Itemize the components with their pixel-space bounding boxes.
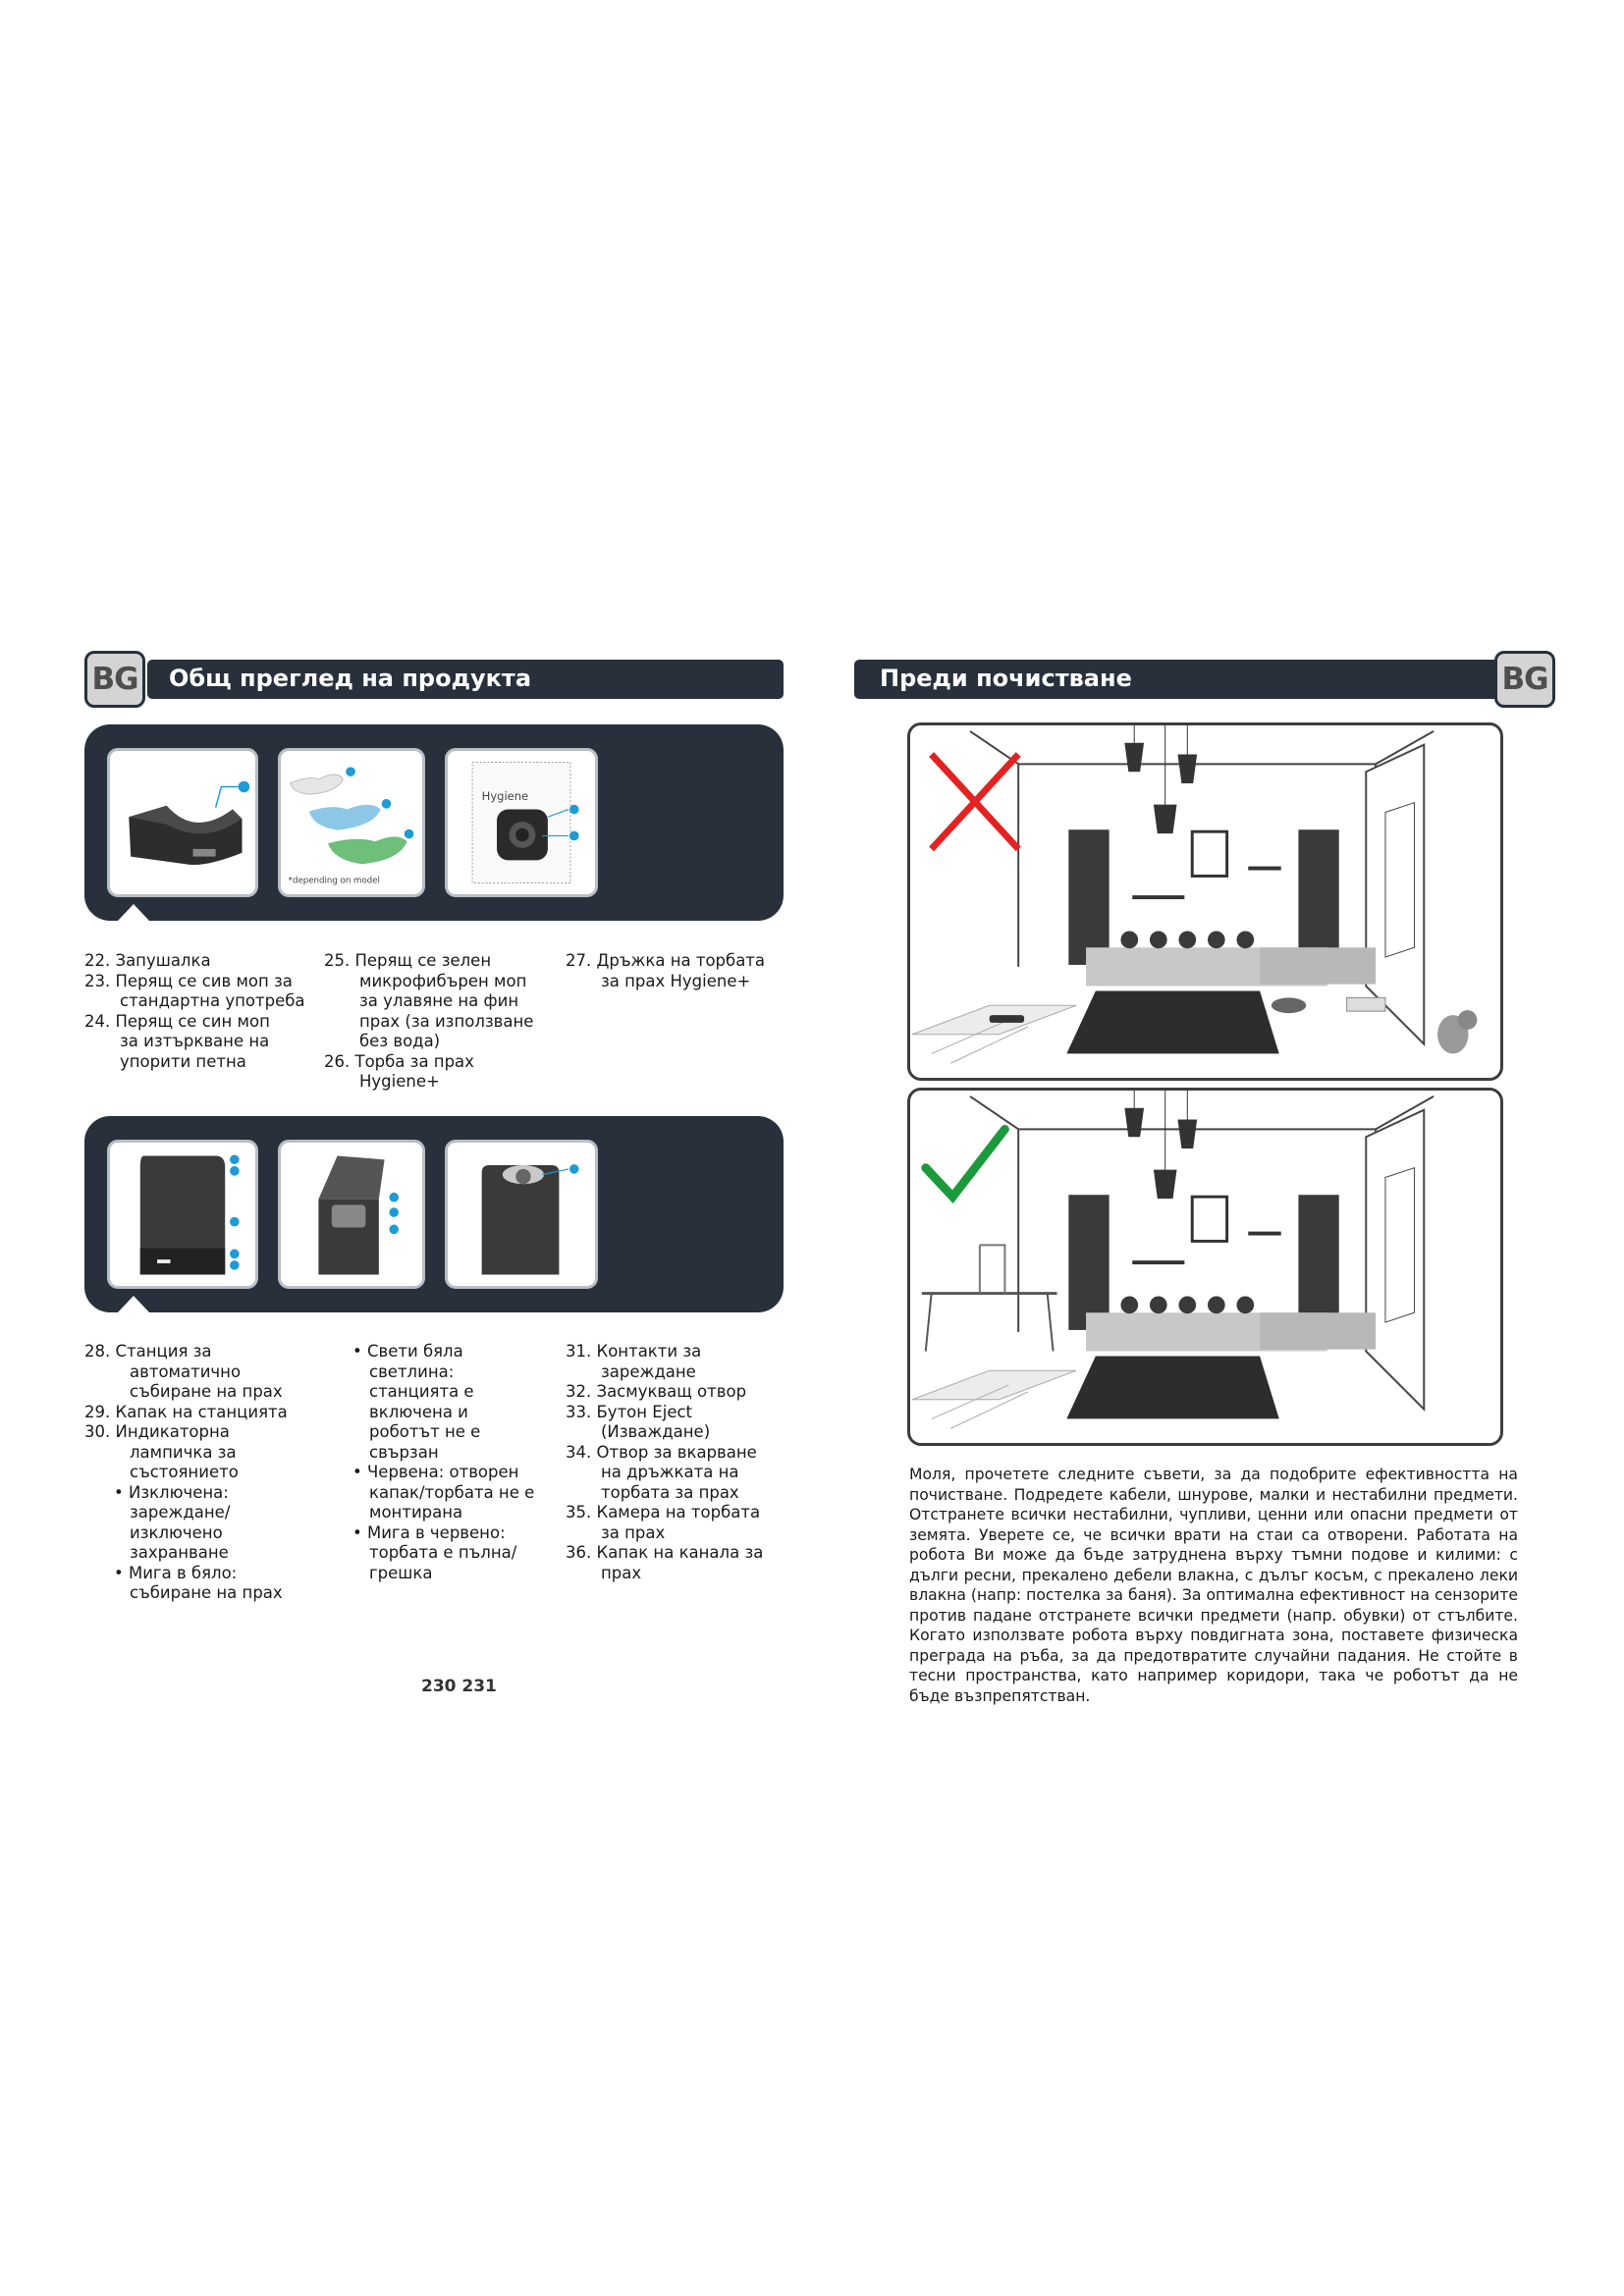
list-item: 30. Индикаторна <box>84 1422 230 1441</box>
panel-notch <box>118 904 149 921</box>
list-item: микрофибърен моп <box>359 971 527 990</box>
room-wrong-illustration <box>910 725 1500 1078</box>
room-right-illustration <box>910 1091 1500 1443</box>
list-item: • Изключена: <box>114 1482 229 1502</box>
list-item: на дръжката на <box>601 1463 739 1481</box>
list-item: 29. Капак на станцията <box>84 1402 288 1421</box>
list-item: торбата за прах <box>601 1482 739 1502</box>
list-item: 23. Перящ се сив моп за <box>84 971 293 990</box>
dust-bag-illustration <box>448 751 595 894</box>
list-item: включена и <box>369 1402 468 1421</box>
list-item: упорити петна <box>120 1051 246 1071</box>
mops-image-card <box>278 748 425 897</box>
parts-list-2-col1 <box>84 1342 288 1604</box>
parts-list-1-col2 <box>324 951 533 1093</box>
list-item: (Изваждане) <box>601 1422 711 1441</box>
list-item: 35. Камера на торбата <box>566 1503 761 1522</box>
parts-list-2-col2 <box>352 1342 534 1583</box>
stopper-image-card <box>107 748 258 897</box>
list-item: стандартна употреба <box>120 991 305 1010</box>
list-item: капак/торбата не е <box>369 1482 535 1502</box>
list-item: за прах Hygiene+ <box>601 971 751 990</box>
list-item: монтирана <box>369 1503 463 1522</box>
station-front-image-card <box>107 1140 258 1289</box>
dust-bag-image-card <box>445 748 598 897</box>
section-title: Преди почистване <box>880 665 1132 692</box>
list-item: 28. Станция за <box>84 1342 212 1361</box>
list-item: прах (за използване <box>359 1011 534 1031</box>
list-item: изключено <box>130 1522 223 1542</box>
list-item: станцията е <box>369 1382 474 1401</box>
room-scene-wrong <box>907 722 1503 1081</box>
list-item: без вода) <box>359 1032 441 1050</box>
section-title: Общ преглед на продукта <box>169 665 532 692</box>
panel-notch <box>118 1296 149 1312</box>
list-item: Hygiene+ <box>359 1072 440 1091</box>
list-item: 32. Засмукващ отвор <box>566 1382 747 1401</box>
list-item: 22. Запушалка <box>84 951 211 970</box>
station-open-illustration <box>281 1143 422 1286</box>
list-item: събиране на прах <box>130 1583 283 1602</box>
parts-list-2-col3 <box>566 1342 763 1583</box>
station-bag-illustration <box>448 1143 595 1286</box>
list-item: 26. Торба за прах <box>324 1051 474 1071</box>
list-item: лампичка за <box>130 1442 237 1462</box>
page-numbers: 230 231 <box>421 1677 497 1696</box>
list-item: зареждане <box>601 1362 696 1381</box>
list-item: 33. Бутон Eject <box>566 1402 693 1421</box>
parts-list-1-col3 <box>566 951 765 991</box>
cleaning-tips-paragraph: Моля, прочетете следните съвети, за да подобрите ефективността на почистване. Подредете кабели, шнурове, малки и нестабилни предмети. Отстранете всички нестабилни, чупливи, ценни или опасни предмети от земята. Уверете се, че всички врати на стаи са отворени. Работата на робота Ви може да бъде затруднена върху тъмни подове и килими: с дълги ресни, прекалено дебели влакна, с дълъг косъм, с прекалено леки влакна (напр: постелка за баня). За оптимална ефективност на сензорите против падане отстранете всички предмети (напр. обувки) от стълбите. Когато използвате робота върху повдигната зона, поставете физическа преграда на ръба, за да предотвратите случайни падания. Не стойте в тесни пространства, като например коридори, така че роботът да не бъде възпрепятстван. <box>909 1466 1518 1705</box>
list-item: за изтъркване на <box>120 1032 270 1050</box>
hygiene-brand: Hygiene <box>481 788 529 803</box>
list-item: 31. Контакти за <box>566 1342 702 1361</box>
list-item: • Мига в червено: <box>352 1522 506 1542</box>
depending-note: *depending on model <box>288 876 380 886</box>
list-item: свързан <box>369 1442 439 1462</box>
list-item: за улавяне на фин <box>359 991 519 1010</box>
mops-illustration <box>281 751 422 894</box>
section-header-bar <box>854 660 1502 699</box>
list-item: 25. Перящ се зелен <box>324 951 492 970</box>
station-open-image-card <box>278 1140 425 1289</box>
section-header-bar <box>147 660 784 699</box>
list-item: • Свети бяла <box>352 1342 463 1361</box>
list-item: захранване <box>130 1543 229 1562</box>
room-scene-right <box>907 1088 1503 1446</box>
list-item: светлина: <box>369 1362 455 1381</box>
list-item: грешка <box>369 1563 433 1582</box>
list-item: за прах <box>601 1522 666 1542</box>
list-item: 36. Капак на канала за <box>566 1543 764 1562</box>
list-item: роботът не е <box>369 1422 481 1441</box>
list-item: събиране на прах <box>130 1382 283 1401</box>
list-item: • Мига в бяло: <box>114 1563 238 1582</box>
language-tag: BG <box>1494 651 1555 708</box>
list-item: състоянието <box>130 1463 239 1481</box>
list-item: торбата е пълна/ <box>369 1543 517 1562</box>
list-item: 34. Отвор за вкарване <box>566 1442 757 1462</box>
station-bag-image-card <box>445 1140 598 1289</box>
language-tag: BG <box>84 651 145 708</box>
parts-list-1-col1 <box>84 951 305 1072</box>
list-item: прах <box>601 1563 642 1582</box>
list-item: 24. Перящ се син моп <box>84 1011 270 1031</box>
list-item: 27. Дръжка на торбата <box>566 951 766 970</box>
list-item: автоматично <box>130 1362 242 1381</box>
stopper-illustration <box>110 751 255 894</box>
station-front-illustration <box>110 1143 255 1286</box>
list-item: зареждане/ <box>130 1503 231 1522</box>
list-item: • Червена: отворен <box>352 1463 519 1481</box>
